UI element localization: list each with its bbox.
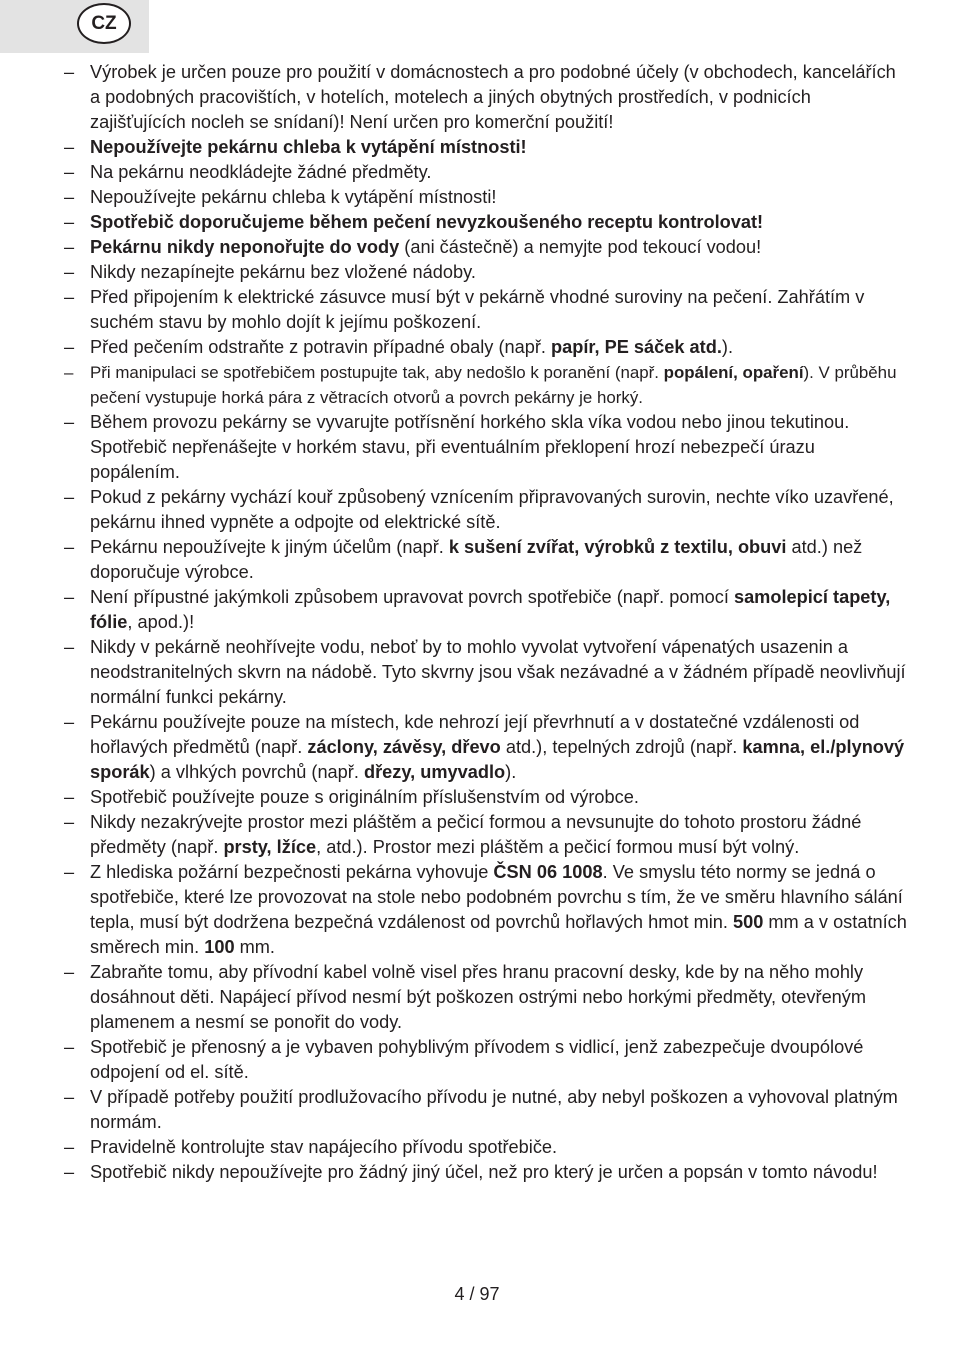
item-text: atd.) než doporučuje výrobce. [90,537,863,582]
item-text: . Ve smyslu této normy se jedná o spotřebiče, které lze provozovat na stole nebo podobném povrchu s tím, že ve směru hlavního sálání tepla, musí být dodržena bezpečná vzdálenost od povrchů hořlavých hmot min. [90,862,903,932]
item-text: mm. [234,937,275,957]
item-text: Spotřebič nikdy nepoužívejte pro žádný jiný účel, než pro který je určen a popsán v tomto návodu! [90,1162,878,1182]
list-item [62,185,908,210]
item-text: Spotřebič používejte pouze s originálním příslušenstvím od výrobce. [90,787,639,807]
list-item [62,260,908,285]
item-text: Nepoužívejte pekárnu chleba k vytápění místnosti! [90,187,497,207]
safety-instructions [62,60,908,1185]
list-item [62,960,908,1035]
item-text: Nikdy nezapínejte pekárnu bez vložené nádoby. [90,262,476,282]
item-text: Před připojením k elektrické zásuvce musí být v pekárně vhodné suroviny na pečení. Zahřátím v suchém stavu by mohlo dojít k jejímu poškození. [90,287,865,332]
item-text: Výrobek je určen pouze pro použití v domácnostech a pro podobné účely (v obchodech, kancelářích a podobných pracovištích, v hotelích, motelech a jiných obytných prostředích, v podnicích zajišťujících nocleh se snídaní)! Není určen pro komerční použití! [90,62,896,132]
item-text: Pekárnu používejte pouze na místech, kde nehrozí její převrhnutí a v dostatečné vzdálenosti od hořlavých předmětů (např. [90,712,860,757]
list-item [62,860,908,960]
list-item [62,1035,908,1085]
emphasis-text: kamna, el./plynový sporák [90,737,905,782]
emphasis-text: 500 [732,912,764,932]
item-text: Zabraňte tomu, aby přívodní kabel volně visel přes hranu pracovní desky, kde by na něho mohly dosáhnout děti. Napájecí přívod nesmí být poškozen ostrými nebo horkými předměty, otevřeným plamenem a nesmí se ponořit do vody. [90,962,867,1032]
page-number: 4 / 97 [454,1284,500,1304]
instruction-list [62,60,908,1185]
emphasis-text: ČSN 06 1008 [493,862,603,882]
emphasis-text: Nepoužívejte pekárnu chleba k vytápění místnosti! [90,137,527,157]
item-text: ) a vlhkých povrchů (např. [149,762,364,782]
item-text: ). V průběhu pečení vystupuje horká pára z větracích otvorů a povrch pekárny je horký. [90,363,897,407]
emphasis-text: samolepicí tapety, fólie [90,587,891,632]
list-item [62,235,908,260]
emphasis-text: Spotřebič doporučujeme během pečení nevyzkoušeného receptu kontrolovat! [90,212,764,232]
item-text: Spotřebič je přenosný a je vybaven pohyblivým přívodem s vidlicí, jenž zabezpečuje dvoupólové odpojení od el. sítě. [90,1037,864,1082]
list-item [62,785,908,810]
item-text: Nikdy v pekárně neohřívejte vodu, neboť by to mohlo vyvolat vytvoření vápenatých usazenin a neodstranitelných skvrn na nádobě. Tyto skvrny jsou však nezávadné a v žádném případě neovlivňují normální funkci pekárny. [90,637,906,707]
language-badge: CZ [77,3,131,44]
item-text: ). [505,762,517,782]
list-item [62,60,908,135]
item-text: Pokud z pekárny vychází kouř způsobený vznícením připravovaných surovin, nechte víko uzavřené, pekárnu ihned vypněte a odpojte od elektrické sítě. [90,487,894,532]
item-text: Pravidelně kontrolujte stav napájecího přívodu spotřebiče. [90,1137,558,1157]
list-item [62,635,908,710]
emphasis-text: dřezy, umyvadlo [363,762,506,782]
emphasis-text: 100 [204,937,235,957]
list-item [62,410,908,485]
item-text: Z hlediska požární bezpečnosti pekárna vyhovuje [90,862,494,882]
item-text: Nikdy nezakrývejte prostor mezi pláštěm a pečicí formou a nevsunujte do tohoto prostoru žádné předměty (např. [90,812,862,857]
emphasis-text: papír, PE sáček atd. [551,337,722,357]
item-text: (ani částečně) a nemyjte pod tekoucí vodou! [399,237,762,257]
item-text: V případě potřeby použití prodlužovacího přívodu je nutné, aby nebyl poškozen a vyhovoval platným normám. [90,1087,898,1132]
item-text: Před pečením odstraňte z potravin případné obaly (např. [90,337,552,357]
list-item [62,485,908,535]
list-item [62,335,908,360]
list-item [62,710,908,785]
item-text: Při manipulaci se spotřebičem postupujte tak, aby nedošlo k poranění (např. [90,363,664,382]
list-item [62,1085,908,1135]
item-text: Na pekárnu neodkládejte žádné předměty. [90,162,432,182]
list-item [62,1160,908,1185]
list-item [62,360,908,410]
list-item [62,135,908,160]
item-text: Během provozu pekárny se vyvarujte potřísnění horkého skla víka vodou nebo jinou tekutinou. Spotřebič nepřenášejte v horkém stavu, při eventuálním překlopení hrozí nebezpečí úrazu popálením. [90,412,850,482]
emphasis-text: Pekárnu nikdy neponořujte do vody [90,237,400,257]
item-text: , apod.)! [127,612,195,632]
list-item [62,810,908,860]
item-text: Pekárnu nepoužívejte k jiným účelům (např. [90,537,449,557]
item-text: ). [721,337,734,357]
item-text: atd.), tepelných zdrojů (např. [500,737,743,757]
list-item [62,210,908,235]
language-tab [0,0,149,53]
item-text: Není přípustné jakýmkoli způsobem upravovat povrch spotřebiče (např. pomocí [90,587,734,607]
item-text: , atd.). Prostor mezi pláštěm a pečicí formou musí být volný. [316,837,800,857]
emphasis-text: prsty, lžíce [223,837,317,857]
emphasis-text: popálení, opaření [663,363,804,382]
item-text: mm a v ostatních směrech min. [90,912,907,957]
list-item [62,285,908,335]
list-item [62,160,908,185]
list-item [62,535,908,585]
emphasis-text: záclony, závěsy, dřevo [307,737,501,757]
emphasis-text: k sušení zvířat, výrobků z textilu, obuvi [448,537,787,557]
list-item [62,585,908,635]
list-item [62,1135,908,1160]
